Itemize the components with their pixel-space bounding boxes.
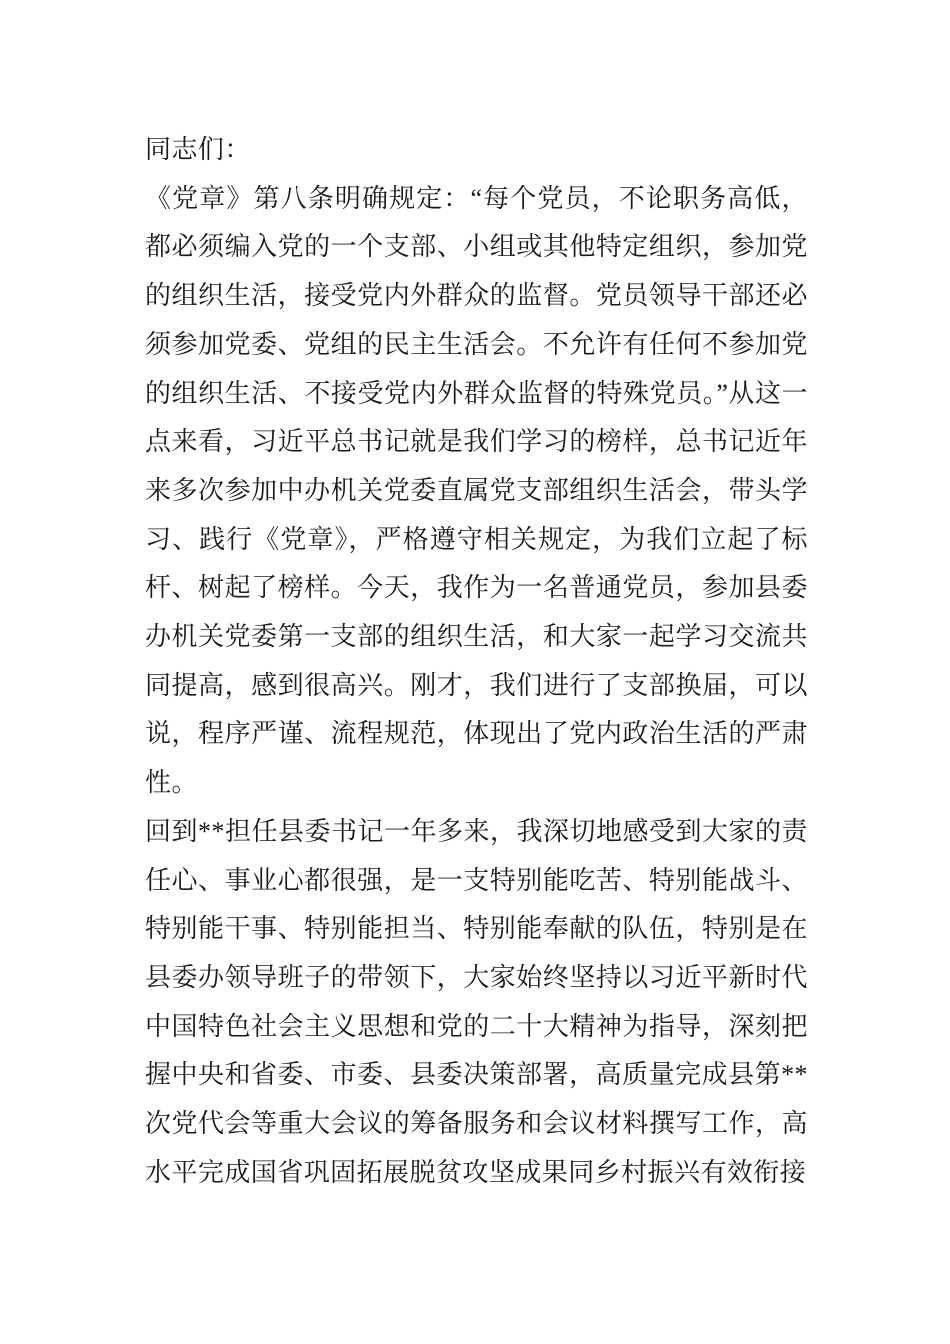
body-paragraph-2: 回到**担任县委书记一年多来，我深切地感受到大家的责任心、事业心都很强，是一支特别能吃苦、特别能战斗、特别能干事、特别能担当、特别能奉献的队伍，特别是在县委办领导班子的带领下，大家始终坚持以习近平新时代中国特色社会主义思想和党的二十大精神为指导，深刻把握中央和省委、市委、县委决策部署，高质量完成县第**次党代会等重大会议的筹备服务和会议材料撰写工作，高水平完成国省巩固拓展脱贫攻坚成果同乡村振兴有效衔接 xyxy=(145,816,808,1187)
document-body xyxy=(145,126,808,1197)
body-paragraph-1: 《党章》第八条明确规定：“每个党员，不论职务高低，都必须编入党的一个支部、小组或其他特定组织，参加党的组织生活，接受党内外群众的监督。党员领导干部还必须参加党委、党组的民主生活会。不允许有任何不参加党的组织生活、不接受党内外群众监督的特殊党员。”从这一点来看，习近平总书记就是我们学习的榜样，总书记近年来多次参加中办机关党委直属党支部组织生活会，带头学习、践行《党章》，严格遵守相关规定，为我们立起了标杆、树起了榜样。今天，我作为一名普通党员，参加县委办机关党委第一支部的组织生活，和大家一起学习交流共同提高，感到很高兴。刚才，我们进行了支部换届，可以说，程序严谨、流程规范，体现出了党内政治生活的严肃性。 xyxy=(145,183,808,798)
salutation-paragraph: 同志们： xyxy=(145,135,251,164)
